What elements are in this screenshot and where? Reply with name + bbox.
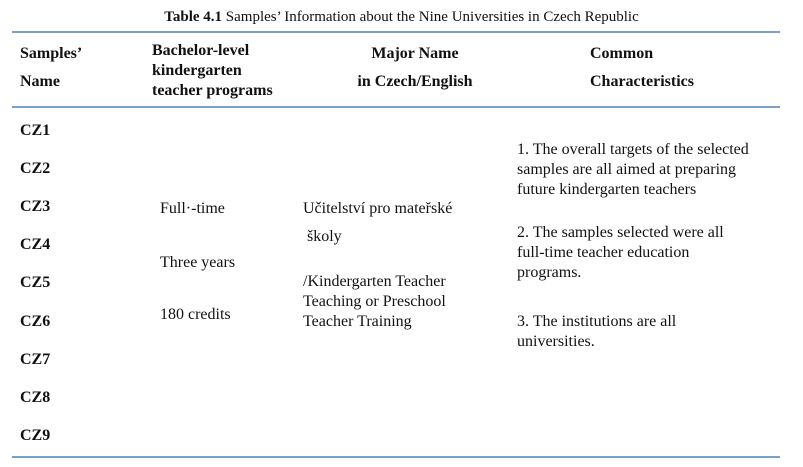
table-caption-label: Table 4.1 xyxy=(164,9,223,25)
sample-name: CZ9 xyxy=(20,427,51,444)
sample-name: CZ8 xyxy=(20,389,51,406)
header-major-name: Major Name in Czech/English xyxy=(357,45,473,90)
sample-name: CZ6 xyxy=(20,313,51,330)
sample-name: CZ4 xyxy=(20,236,51,253)
major-name-english: /Kindergarten Teacher Teaching or Preschool Teacher Training xyxy=(303,273,446,330)
sample-name: CZ7 xyxy=(20,351,51,368)
major-name-czech-line1: Učitelství pro mateřské xyxy=(303,200,453,217)
table-caption-text: Samples’ Information about the Nine Universities in Czech Republic xyxy=(222,9,639,25)
table-top-rule xyxy=(12,31,780,33)
table-bottom-rule xyxy=(12,456,780,458)
characteristic-item: 3. The institutions are all universities. xyxy=(517,313,677,350)
program-duration: Three years xyxy=(160,254,236,271)
sample-name: CZ2 xyxy=(20,160,51,177)
table-header-rule xyxy=(12,106,780,108)
characteristic-item: 2. The samples selected were all full-time teacher education programs. xyxy=(517,224,724,281)
header-common-characteristics: Common Characteristics xyxy=(590,45,694,90)
header-samples-name: Samples’ Name xyxy=(20,45,83,90)
sample-name: CZ5 xyxy=(20,274,51,291)
program-credits: 180 credits xyxy=(160,306,231,323)
sample-name: CZ3 xyxy=(20,198,51,215)
table-caption xyxy=(0,8,803,26)
major-name-czech-line2: školy xyxy=(307,228,342,245)
header-bachelor-programs: Bachelor-level kindergarten teacher programs xyxy=(152,42,273,99)
characteristic-item: 1. The overall targets of the selected samples are all aimed at preparing future kindergarten teachers xyxy=(517,141,749,198)
program-mode: Full·-time xyxy=(160,200,225,217)
sample-name: CZ1 xyxy=(20,122,51,139)
